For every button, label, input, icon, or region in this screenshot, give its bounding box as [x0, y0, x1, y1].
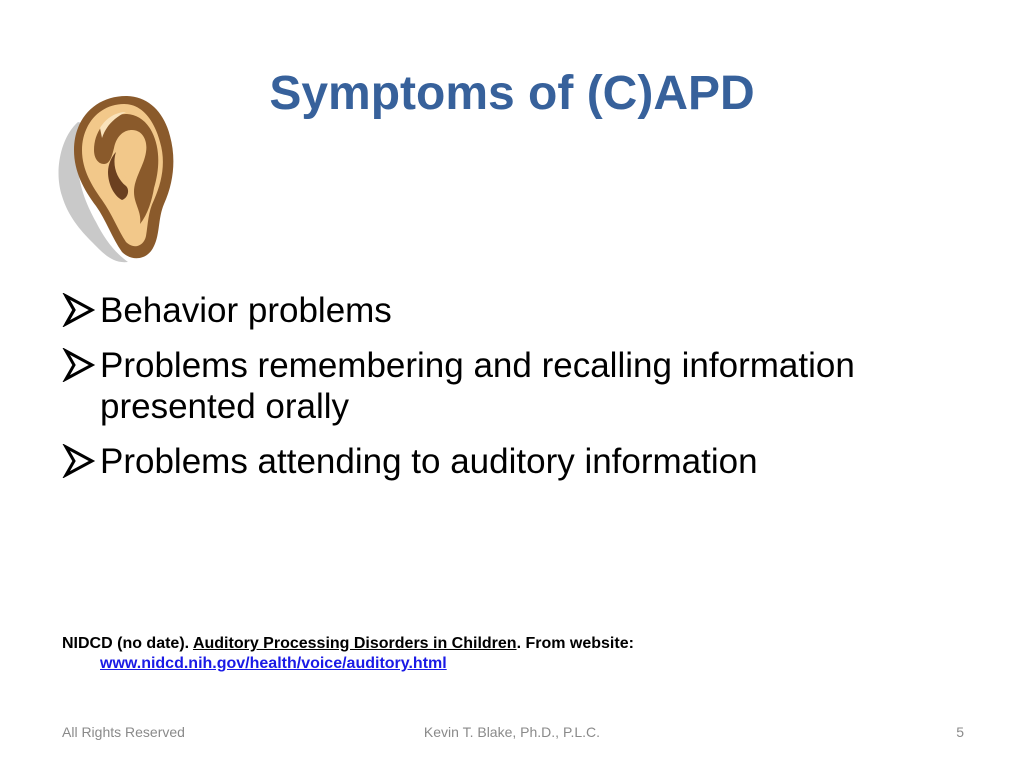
bullet-text: Behavior problems	[100, 291, 392, 330]
reference-prefix: NIDCD (no date).	[62, 635, 193, 652]
bullet-item	[62, 441, 962, 482]
reference-middle: . From website:	[516, 635, 634, 652]
bullet-item	[62, 290, 962, 331]
footer-author: Kevin T. Blake, Ph.D., P.L.C.	[423, 724, 601, 740]
reference-title: Auditory Processing Disorders in Children	[192, 635, 517, 652]
bullet-text: Problems remembering and recalling information presented orally	[100, 346, 855, 426]
bullet-text: Problems attending to auditory information	[100, 442, 758, 481]
ear-icon	[56, 92, 176, 264]
arrowhead-bullet-icon	[62, 348, 100, 382]
reference-citation	[62, 634, 942, 674]
reference-link[interactable]: www.nidcd.nih.gov/health/voice/auditory.html	[100, 655, 447, 672]
arrowhead-bullet-icon	[62, 444, 100, 478]
arrowhead-bullet-icon	[62, 293, 100, 327]
page-number: 5	[956, 724, 964, 740]
slide-title: Symptoms of (C)APD	[269, 67, 755, 120]
bullet-item	[62, 345, 962, 427]
bullet-list	[62, 290, 962, 496]
footer-rights: All Rights Reserved	[62, 724, 185, 740]
